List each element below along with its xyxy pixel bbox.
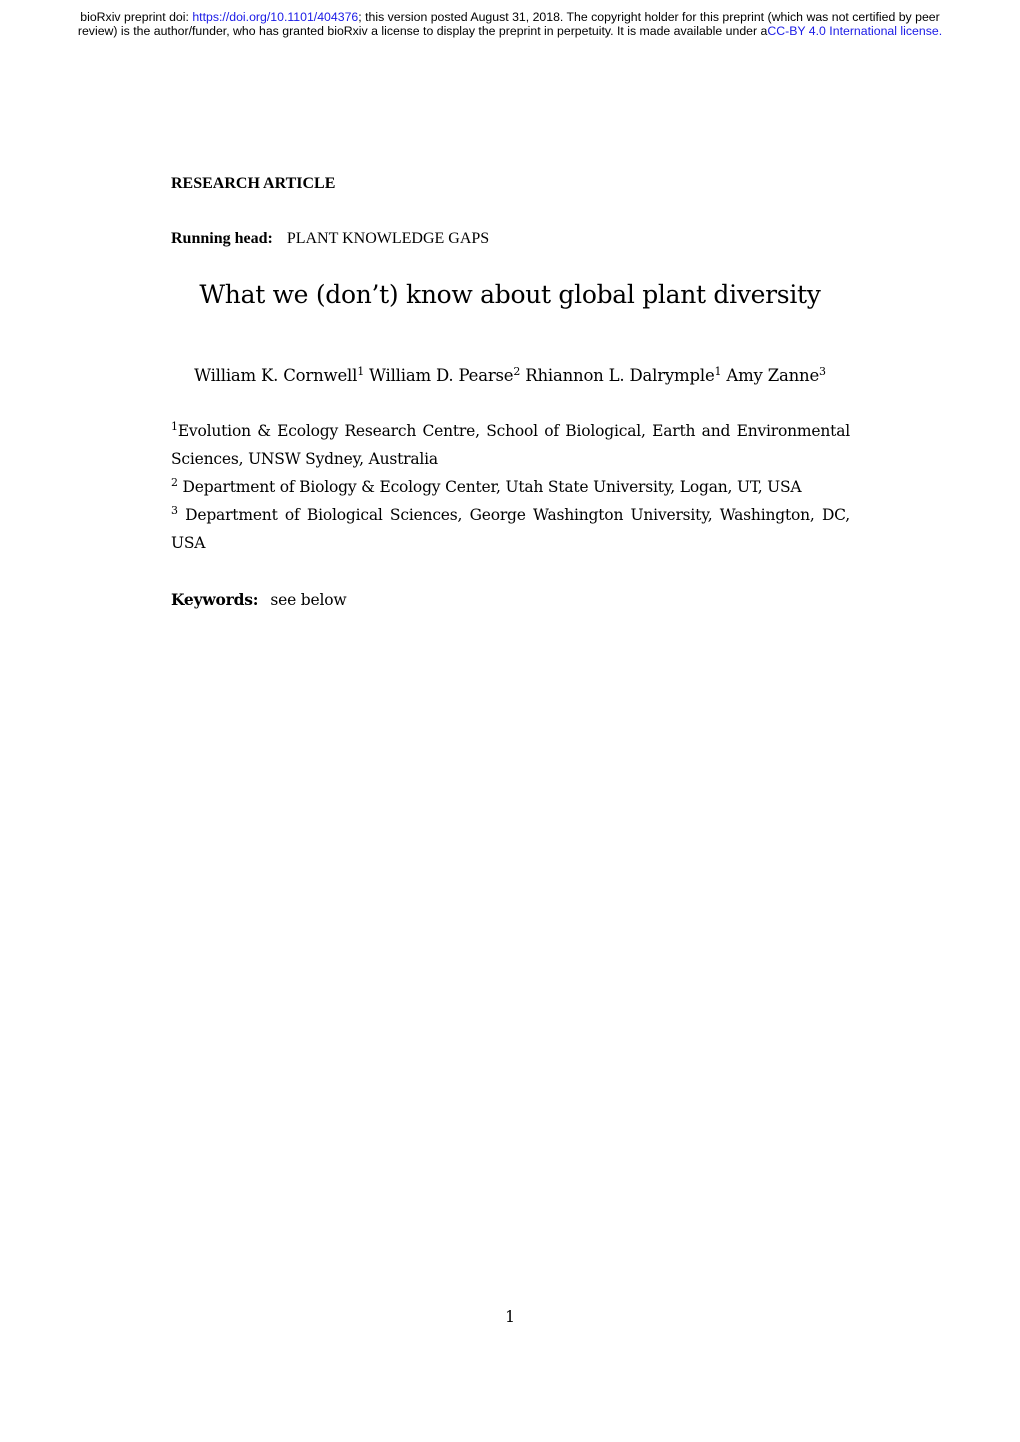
doi-link[interactable]: https://doi.org/10.1101/404376 <box>192 10 359 24</box>
author <box>525 366 721 385</box>
author <box>369 366 520 385</box>
author-name: William D. Pearse <box>369 366 514 385</box>
affiliation-number: 2 <box>171 476 178 489</box>
notice-prefix: bioRxiv preprint doi: <box>80 10 193 24</box>
running-head-value: PLANT KNOWLEDGE GAPS <box>286 230 490 247</box>
author <box>194 366 364 385</box>
affiliation-text: Department of Biology & Ecology Center, Utah State University, Logan, UT, USA <box>182 478 802 496</box>
running-head-label: Running head: <box>171 230 273 247</box>
license-link[interactable]: CC-BY 4.0 International license <box>767 24 939 38</box>
keywords <box>171 590 346 609</box>
author-list <box>0 366 1020 385</box>
affiliation-text: Evolution & Ecology Research Centre, School of Biological, Earth and Environmental Sciences, UNSW Sydney, Australia <box>171 422 850 468</box>
affiliation-text: Department of Biological Sciences, George Washington University, Washington, DC, USA <box>171 506 850 552</box>
affiliation-number: 1 <box>171 420 178 433</box>
affiliation-number: 3 <box>171 504 178 517</box>
author-name: Rhiannon L. Dalrymple <box>525 366 715 385</box>
affiliation <box>171 473 850 501</box>
author-affil-marker: 3 <box>819 365 826 378</box>
author-name: Amy Zanne <box>726 366 820 385</box>
keywords-value: see below <box>270 591 347 609</box>
keywords-label: Keywords: <box>171 590 259 609</box>
affiliation <box>171 501 850 557</box>
paper-title: What we (don’t) know about global plant diversity <box>199 280 821 309</box>
affiliation <box>171 417 850 473</box>
author <box>726 366 825 385</box>
article-type: RESEARCH ARTICLE <box>171 175 336 192</box>
preprint-notice <box>60 10 960 38</box>
author-affil-marker: 1 <box>714 365 722 378</box>
author-affil-marker: 2 <box>513 365 521 378</box>
page-number: 1 <box>505 1308 515 1326</box>
notice-suffix: . <box>938 24 943 38</box>
author-name: William K. Cornwell <box>194 366 358 385</box>
affiliation-list <box>171 417 850 557</box>
author-affil-marker: 1 <box>357 365 364 378</box>
running-head <box>171 230 489 248</box>
notice-middle: ; this version posted August 31, 2018. The copyright holder for this preprint (which was not certified by peer review) is the author/funder, who has granted bioRxiv a license to display the preprint in perpetuity. It is made available under a <box>77 10 940 38</box>
